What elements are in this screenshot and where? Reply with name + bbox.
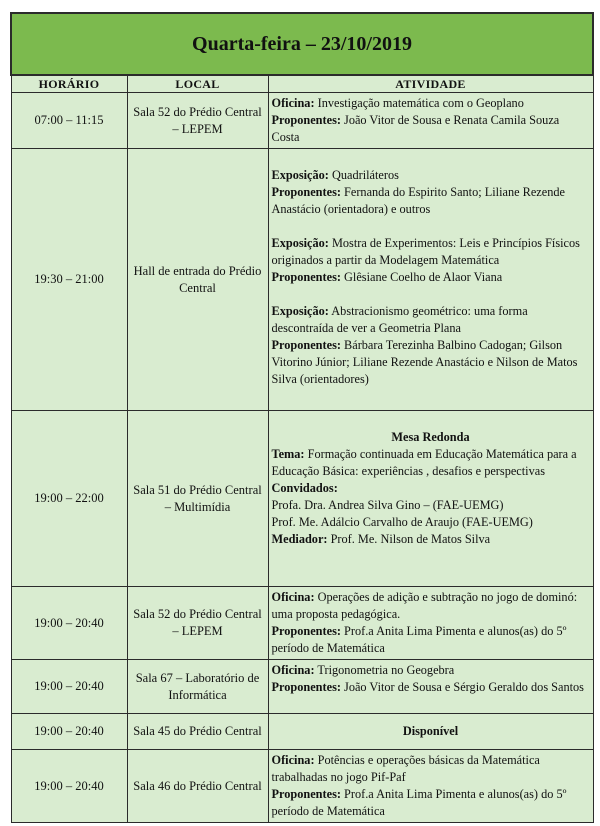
proponents-label: Proponentes:	[271, 185, 341, 199]
proponents-label: Proponentes:	[271, 680, 341, 694]
proponents-names: João Vitor de Sousa e Renata Camila Souza Costa	[271, 113, 560, 144]
header-atividade: ATIVIDADE	[268, 75, 593, 93]
time-cell: 19:00 – 22:00	[11, 411, 127, 587]
location-cell: Sala 45 do Prédio Central	[127, 714, 268, 750]
table-row	[11, 750, 593, 823]
header-horario: HORÁRIO	[11, 75, 127, 93]
time-cell: 19:00 – 20:40	[11, 714, 127, 750]
location-cell: Sala 51 do Prédio Central – Multimídia	[127, 411, 268, 587]
activity-type: Exposição:	[271, 236, 329, 250]
activity-item	[272, 303, 590, 388]
table-row	[11, 587, 593, 660]
proponents-label: Proponentes:	[271, 113, 341, 127]
activity-title: Mostra de Experimentos: Leis e Princípios Físicos originados a partir da Modelagem Matemática	[271, 236, 580, 267]
activity-title: Potências e operações básicas da Matemática trabalhadas no jogo Pif-Paf	[271, 753, 540, 784]
panel-mediator	[272, 531, 590, 548]
proponents-label: Proponentes:	[271, 338, 341, 352]
table-row	[11, 660, 593, 714]
location-cell: Sala 52 do Prédio Central – LEPEM	[127, 587, 268, 660]
mediator-label: Mediador:	[271, 532, 328, 546]
activity-title: Investigação matemática com o Geoplano	[317, 96, 524, 110]
activity-type: Oficina:	[271, 753, 315, 767]
panel-theme	[272, 446, 590, 480]
location-cell: Sala 67 – Laboratório de Informática	[127, 660, 268, 714]
header-local: LOCAL	[127, 75, 268, 93]
time-cell: 19:30 – 21:00	[11, 149, 127, 411]
schedule-table	[10, 12, 594, 823]
activity-item	[272, 752, 590, 820]
guests-label: Convidados:	[271, 481, 338, 495]
table-row	[11, 714, 593, 750]
activity-cell	[268, 93, 593, 149]
time-cell: 19:00 – 20:40	[11, 660, 127, 714]
mediator-name: Prof. Me. Nilson de Matos Silva	[330, 532, 491, 546]
time-cell: 19:00 – 20:40	[11, 587, 127, 660]
activity-item	[272, 167, 590, 218]
theme-text: Formação continuada em Educação Matemática para a Educação Básica: experiências , desafios e perspectivas	[271, 447, 577, 478]
panel-heading: Mesa Redonda	[391, 430, 470, 444]
activity-cell	[268, 660, 593, 714]
proponents-names: Fernanda do Espirito Santo; Liliane Rezende Anastácio (orientadora) e outros	[271, 185, 565, 216]
activity-item	[272, 235, 590, 286]
panel-guests	[272, 480, 590, 531]
proponents-names: Bárbara Terezinha Balbino Cadogan; Gilson Vitorino Júnior; Liliane Rezende Anastácio e Nilson de Matos Silva (orientadores)	[271, 338, 578, 386]
proponents-names: Prof.a Anita Lima Pimenta e alunos(as) do 5º período de Matemática	[271, 624, 567, 655]
guest-name: Prof. Me. Adálcio Carvalho de Araujo (FAE-UEMG)	[271, 515, 533, 529]
activity-item	[272, 589, 590, 657]
table-row	[11, 149, 593, 411]
activity-item	[272, 662, 590, 696]
table-row	[11, 93, 593, 149]
proponents-names: João Vitor de Sousa e Sérgio Geraldo dos Santos	[344, 680, 584, 694]
location-cell: Hall de entrada do Prédio Central	[127, 149, 268, 411]
schedule-title: Quarta-feira – 23/10/2019	[11, 13, 593, 75]
time-cell: 19:00 – 20:40	[11, 750, 127, 823]
activity-title: Trigonometria no Geogebra	[317, 663, 455, 677]
activity-type: Exposição:	[271, 304, 329, 318]
activity-title: Abstracionismo geométrico: uma forma descontraída de ver a Geometria Plana	[271, 304, 528, 335]
location-cell: Sala 46 do Prédio Central	[127, 750, 268, 823]
activity-title: Operações de adição e subtração no jogo de dominó: uma proposta pedagógica.	[271, 590, 578, 621]
proponents-label: Proponentes:	[271, 787, 341, 801]
schedule-sheet	[10, 12, 592, 823]
availability-status: Disponível	[268, 714, 593, 750]
activity-item	[272, 95, 590, 146]
header-row	[11, 75, 593, 93]
table-row	[11, 411, 593, 587]
activity-cell	[268, 587, 593, 660]
activity-type: Oficina:	[271, 590, 315, 604]
activity-type: Exposição:	[271, 168, 329, 182]
proponents-names: Glêsiane Coelho de Alaor Viana	[344, 270, 503, 284]
guest-name: Profa. Dra. Andrea Silva Gino – (FAE-UEMG)	[271, 498, 504, 512]
theme-label: Tema:	[271, 447, 305, 461]
activity-title: Quadriláteros	[331, 168, 399, 182]
proponents-label: Proponentes:	[271, 270, 341, 284]
activity-cell	[268, 149, 593, 411]
time-cell: 07:00 – 11:15	[11, 93, 127, 149]
activity-cell	[268, 750, 593, 823]
activity-type: Oficina:	[271, 663, 315, 677]
proponents-names: Prof.a Anita Lima Pimenta e alunos(as) do 5º período de Matemática	[271, 787, 567, 818]
activity-cell	[268, 411, 593, 587]
activity-type: Oficina:	[271, 96, 315, 110]
proponents-label: Proponentes:	[271, 624, 341, 638]
location-cell: Sala 52 do Prédio Central – LEPEM	[127, 93, 268, 149]
